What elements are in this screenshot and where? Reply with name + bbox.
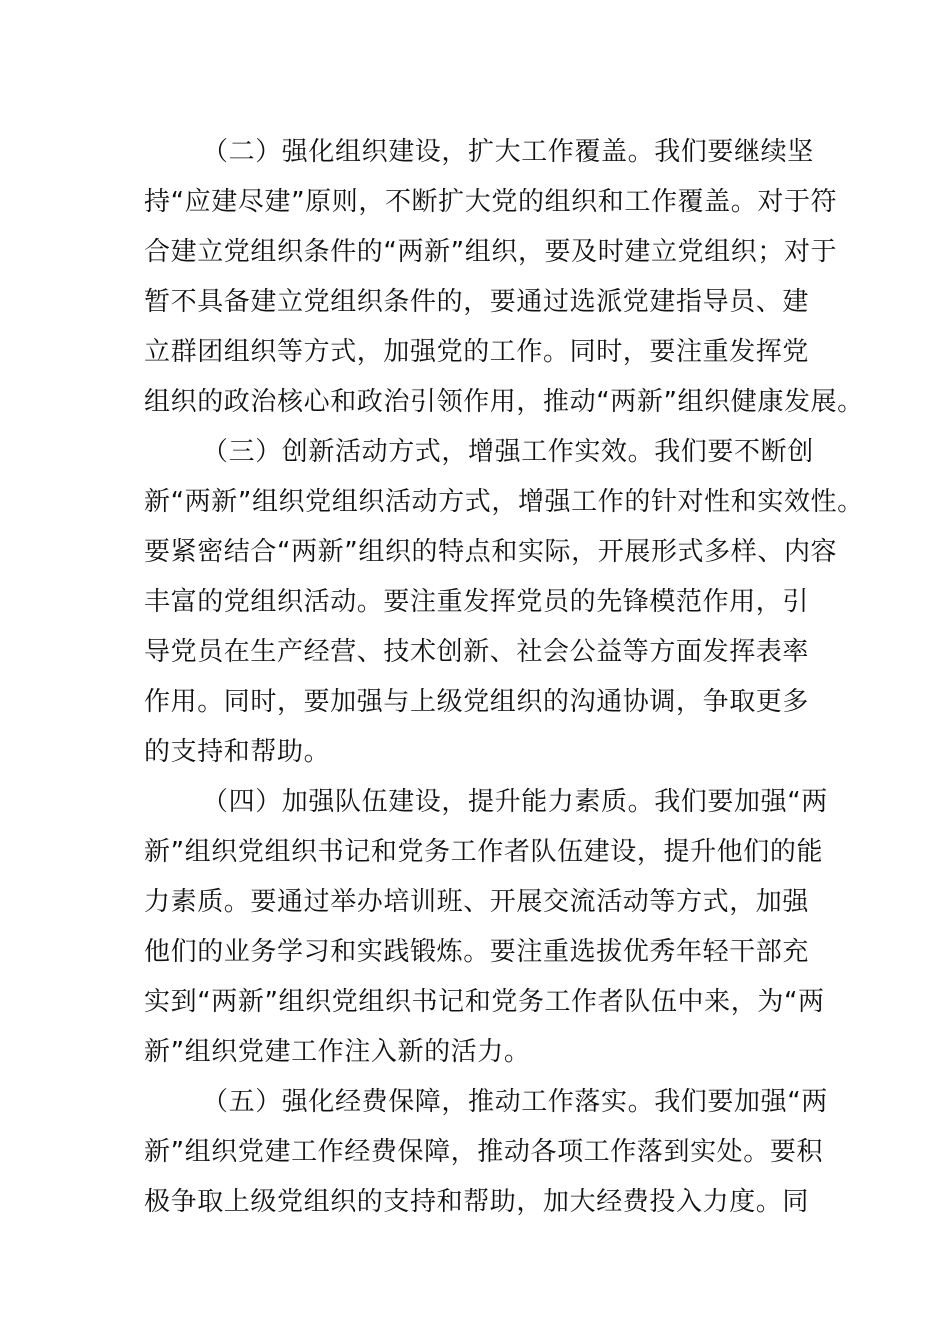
text-line: 新“两新”组织党组织活动方式，增强工作的针对性和实效性。 bbox=[144, 487, 864, 517]
text-line: 作用。同时，要加强与上级党组织的沟通协调，争取更多 bbox=[144, 687, 810, 717]
paragraph-first-line: （四）加强队伍建设，提升能力素质。我们要加强“两 bbox=[202, 787, 828, 817]
text-line: 导党员在生产经营、技术创新、社会公益等方面发挥表率 bbox=[144, 637, 810, 667]
text-line: 力素质。要通过举办培训班、开展交流活动等方式，加强 bbox=[144, 887, 810, 917]
text-line: 持“应建尽建”原则，不断扩大党的组织和工作覆盖。对于符 bbox=[144, 187, 838, 217]
paragraph-first-line: （五）强化经费保障，推动工作落实。我们要加强“两 bbox=[202, 1087, 828, 1117]
text-line: 组织的政治核心和政治引领作用，推动“两新”组织健康发展。 bbox=[144, 387, 864, 417]
paragraph-first-line: （三）创新活动方式，增强工作实效。我们要不断创 bbox=[202, 437, 814, 467]
text-line: 丰富的党组织活动。要注重发挥党员的先锋模范作用，引 bbox=[144, 587, 810, 617]
text-line: 暂不具备建立党组织条件的，要通过选派党建指导员、建 bbox=[144, 287, 810, 317]
text-line: 实到“两新”组织党组织书记和党务工作者队伍中来，为“两 bbox=[144, 987, 825, 1017]
text-line: 新”组织党组织书记和党务工作者队伍建设，提升他们的能 bbox=[144, 837, 824, 867]
text-line: 合建立党组织条件的“两新”组织，要及时建立党组织；对于 bbox=[144, 237, 838, 267]
text-line: 极争取上级党组织的支持和帮助，加大经费投入力度。同 bbox=[144, 1187, 810, 1217]
paragraph-first-line: （二）强化组织建设，扩大工作覆盖。我们要继续坚 bbox=[202, 137, 814, 167]
body-text bbox=[144, 127, 864, 1227]
text-line: 新”组织党建工作经费保障，推动各项工作落到实处。要积 bbox=[144, 1137, 824, 1167]
text-line: 他们的业务学习和实践锻炼。要注重选拔优秀年轻干部充 bbox=[144, 937, 810, 967]
text-line: 要紧密结合“两新”组织的特点和实际，开展形式多样、内容 bbox=[144, 537, 838, 567]
text-line: 立群团组织等方式，加强党的工作。同时，要注重发挥党 bbox=[144, 337, 810, 367]
text-line: 的支持和帮助。 bbox=[144, 737, 331, 767]
text-line: 新”组织党建工作注入新的活力。 bbox=[144, 1037, 531, 1067]
